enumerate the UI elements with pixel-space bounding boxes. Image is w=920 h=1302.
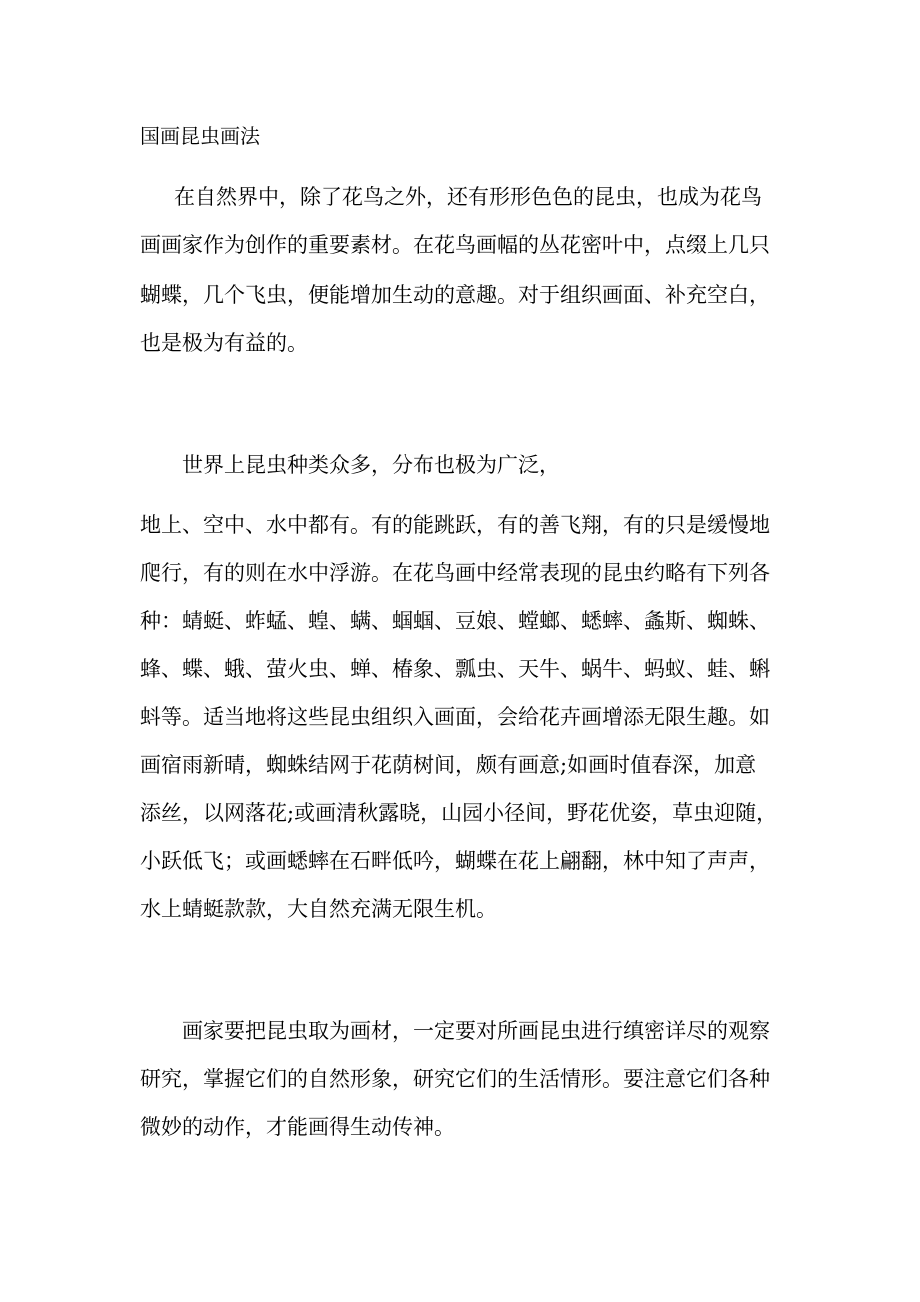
paragraph-line: 画家要把昆虫取为画材，一定要对所画昆虫进行缜密详尽的观察 bbox=[182, 1019, 770, 1043]
paragraph-line: 研究，掌握它们的自然形象，研究它们的生活情形。要注意它们各种 bbox=[140, 1067, 770, 1091]
paragraph-line: 画宿雨新晴，蜘蛛结网于花荫树间，颇有画意;如画时值春深，加意 bbox=[140, 753, 757, 777]
paragraph-line: 画画家作为创作的重要素材。在花鸟画幅的丛花密叶中，点缀上几只 bbox=[140, 233, 770, 257]
paragraph-line: 地上、空中、水中都有。有的能跳跃，有的善飞翔，有的只是缓慢地 bbox=[140, 513, 770, 537]
paragraph-line: 微妙的动作，才能画得生动传神。 bbox=[140, 1115, 455, 1139]
paragraph-line: 种：蜻蜓、蚱蜢、蝗、螨、蝈蝈、豆娘、螳螂、蟋蟀、螽斯、蜘蛛、 bbox=[140, 609, 770, 633]
paragraph-line: 添丝，以网落花;或画清秋露晓，山园小径间，野花优姿，草虫迎随， bbox=[140, 801, 778, 825]
paragraph-line: 在自然界中，除了花鸟之外，还有形形色色的昆虫，也成为花鸟 bbox=[174, 185, 762, 209]
paragraph-line: 蚪等。适当地将这些昆虫组织入画面，会给花卉画增添无限生趣。如 bbox=[140, 705, 770, 729]
paragraph-line: 小跃低飞；或画蟋蟀在石畔低吟，蝴蝶在花上翩翻，林中知了声声， bbox=[140, 849, 770, 873]
paragraph-line: 世界上昆虫种类众多，分布也极为广泛， bbox=[182, 453, 560, 477]
paragraph-line: 水上蜻蜓款款，大自然充满无限生机。 bbox=[140, 897, 497, 921]
paragraph-line: 蝴蝶，几个飞虫，便能增加生动的意趣。对于组织画面、补充空白， bbox=[140, 283, 770, 307]
paragraph-line: 蜂、蝶、蛾、萤火虫、蝉、椿象、瓢虫、天牛、蜗牛、蚂蚁、蛙、蝌 bbox=[140, 657, 770, 681]
paragraph-line: 爬行，有的则在水中浮游。在花鸟画中经常表现的昆虫约略有下列各 bbox=[140, 561, 770, 585]
paragraph-line: 也是极为有益的。 bbox=[140, 331, 308, 355]
document-title: 国画昆虫画法 bbox=[140, 124, 260, 148]
